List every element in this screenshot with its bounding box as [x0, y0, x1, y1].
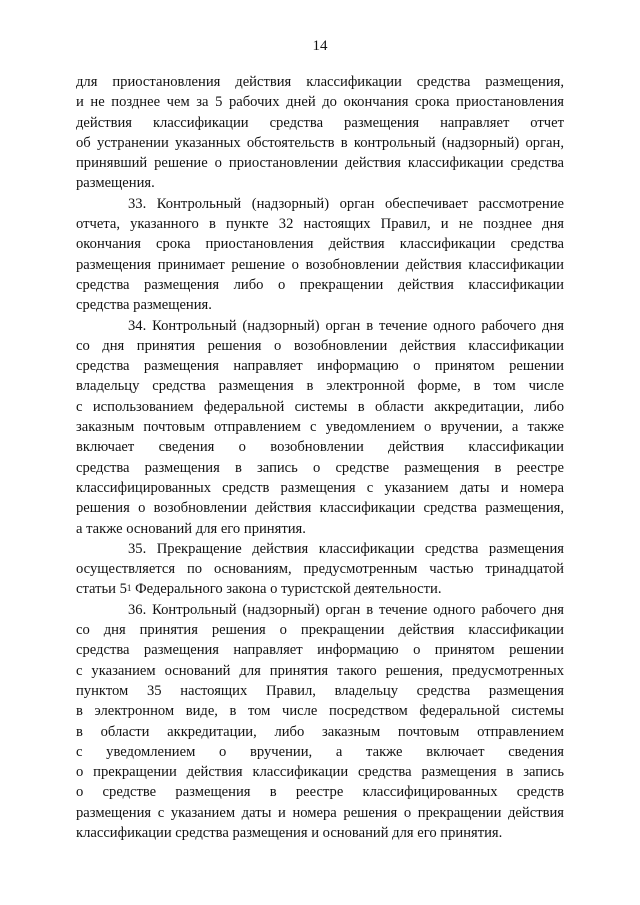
paragraph-33: [76, 194, 564, 316]
text-line: с указанием оснований для принятия такого решения, предусмотренных: [76, 662, 564, 679]
text-line: 34. Контрольный (надзорный) орган в течение одного рабочего дня: [128, 317, 564, 334]
text-line: об устранении указанных обстоятельств в контрольный (надзорный) орган,: [76, 134, 564, 151]
page-number: 14: [312, 38, 328, 54]
text-line: решения о возобновлении действия классификации средства размещения,: [76, 500, 564, 517]
text-line: 35. Прекращение действия классификации средства размещения: [128, 540, 564, 557]
text-line: классифицированных средств размещения с указанием даты и номера: [76, 479, 564, 496]
text-line: средства размещения либо о прекращении действия классификации: [76, 276, 564, 293]
document-body: [76, 72, 564, 843]
superscript: 1: [126, 583, 132, 594]
text-line: в области аккредитации, либо заказным почтовым отправлением: [76, 723, 564, 740]
text-line: и не позднее чем за 5 рабочих дней до окончания срока приостановления: [76, 94, 564, 111]
text-fragment: статьи 5: [76, 581, 127, 598]
text-line: в электронном виде, в том числе посредством федеральной системы: [76, 703, 564, 720]
paragraph-continuation: [76, 72, 564, 194]
paragraph-35: [76, 539, 564, 600]
text-line: с использованием федеральной системы в области аккредитации, либо: [76, 398, 564, 415]
text-line: принявший решение о приостановлении действия классификации средства: [76, 155, 564, 172]
text-line: средства размещения направляет информацию о принятом решении: [76, 642, 564, 659]
text-line: размещения принимает решение о возобновлении действия классификации: [76, 256, 564, 273]
text-line: осуществляется по основаниям, предусмотренным частью тринадцатой: [76, 561, 564, 578]
text-line: 33. Контрольный (надзорный) орган обеспечивает рассмотрение: [128, 195, 564, 212]
text-line: для приостановления действия классификации средства размещения,: [76, 74, 564, 90]
text-line: с уведомлением о вручении, а также включает сведения: [76, 743, 564, 760]
text-line: действия классификации средства размещения направляет отчет: [76, 114, 564, 131]
text-line-with-superscript: [76, 579, 564, 599]
text-line: о прекращении действия классификации средства размещения в запись: [76, 764, 564, 781]
text-line: пунктом 35 настоящих Правил, владельцу средства размещения: [76, 682, 564, 699]
text-line: включает сведения о возобновлении действия классификации: [76, 439, 564, 456]
text-line: со дня принятия решения о возобновлении действия классификации: [76, 337, 564, 354]
text-line: окончания срока приостановления действия классификации средства: [76, 236, 564, 253]
text-line: средства размещения.: [76, 297, 212, 314]
paragraph-34: [76, 316, 564, 539]
text-line: размещения с указанием даты и номера решения о прекращении действия: [76, 804, 564, 821]
text-line: заказным почтовым отправлением с уведомлением о вручении, а также: [76, 419, 564, 436]
text-line: классификации средства размещения и оснований для его принятия.: [76, 824, 503, 841]
paragraph-36: [76, 600, 564, 844]
text-line: размещения.: [76, 175, 155, 192]
text-line: а также оснований для его принятия.: [76, 520, 306, 537]
text-line: со дня принятия решения о прекращении действия классификации: [76, 622, 564, 639]
text-line: о средстве размещения в реестре классифицированных средств: [76, 784, 564, 801]
text-line: владельцу средства размещения в электронной форме, в том числе: [76, 378, 564, 395]
text-line: средства размещения в запись о средстве размещения в реестре: [76, 459, 564, 476]
text-line: средства размещения направляет информацию о принятом решении: [76, 358, 564, 375]
text-fragment: Федерального закона о туристской деятельности.: [131, 581, 442, 598]
text-line: 36. Контрольный (надзорный) орган в течение одного рабочего дня: [128, 601, 564, 618]
text-line: отчета, указанного в пункте 32 настоящих Правил, и не позднее дня: [76, 216, 564, 233]
